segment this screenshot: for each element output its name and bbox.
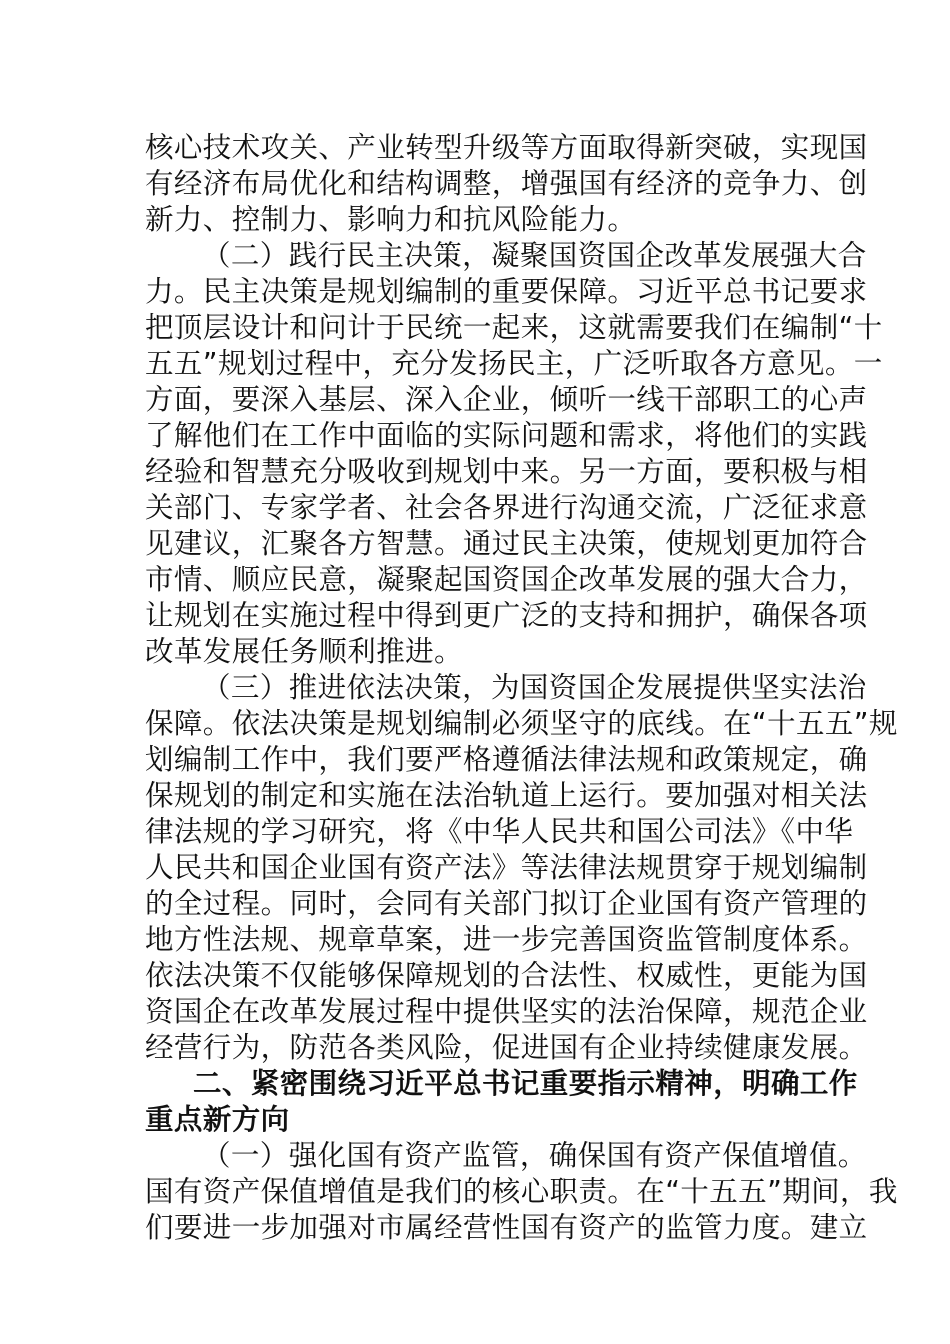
text-line: 地方性法规、规章草案，进一步完善国资监管制度体系。 (145, 923, 868, 956)
text-line: 的全过程。同时，会同有关部门拟订企业国有资产管理的 (145, 887, 868, 920)
text-line: 改革发展任务顺利推进。 (145, 635, 463, 668)
text-line: 资国企在改革发展过程中提供坚实的法治保障，规范企业 (145, 995, 868, 1028)
text-line: 划编制工作中，我们要严格遵循法律法规和政策规定，确 (145, 743, 868, 776)
text-line: 让规划在实施过程中得到更广泛的支持和拥护，确保各项 (145, 599, 868, 632)
text-line: 新力、控制力、影响力和抗风险能力。 (145, 203, 637, 236)
text-line: 经验和智慧充分吸收到规划中来。另一方面，要积极与相 (145, 455, 868, 488)
paragraph-heading: （二）践行民主决策，凝聚国资国企改革发展强大合 (202, 239, 867, 272)
text-line: 有经济布局优化和结构调整，增强国有经济的竞争力、创 (145, 167, 868, 200)
text-line: 保规划的制定和实施在法治轨道上运行。要加强对相关法 (145, 779, 868, 812)
text-line: 经营行为，防范各类风险，促进国有企业持续健康发展。 (145, 1031, 868, 1064)
text-line: 五五”规划过程中，充分发扬民主，广泛听取各方意见。一 (145, 347, 883, 380)
paragraph-heading: （一）强化国有资产监管，确保国有资产保值增值。 (202, 1139, 867, 1172)
text-line: 律法规的学习研究，将《中华人民共和国公司法》《中华 (145, 815, 854, 848)
text-line: 依法决策不仅能够保障规划的合法性、权威性，更能为国 (145, 959, 868, 992)
text-line: 把顶层设计和问计于民统一起来，这就需要我们在编制“十 (145, 311, 883, 344)
text-line: 们要进一步加强对市属经营性国有资产的监管力度。建立 (145, 1211, 868, 1244)
text-line: 方面，要深入基层、深入企业，倾听一线干部职工的心声 (145, 383, 868, 416)
text-line: 了解他们在工作中面临的实际问题和需求，将他们的实践 (145, 419, 868, 452)
text-line: 国有资产保值增值是我们的核心职责。在“十五五”期间，我 (145, 1175, 898, 1208)
paragraph-heading: （三）推进依法决策，为国资国企发展提供坚实法治 (202, 671, 867, 704)
text-line: 保障。依法决策是规划编制必须坚守的底线。在“十五五”规 (145, 707, 898, 740)
section-heading-continued: 重点新方向 (145, 1103, 290, 1136)
text-line: 人民共和国企业国有资产法》等法律法规贯穿于规划编制 (145, 851, 868, 884)
text-line: 力。民主决策是规划编制的重要保障。习近平总书记要求 (145, 275, 868, 308)
section-heading: 二、紧密围绕习近平总书记重要指示精神，明确工作 (193, 1067, 858, 1100)
text-line: 市情、顺应民意，凝聚起国资国企改革发展的强大合力， (145, 563, 868, 596)
text-line: 核心技术攻关、产业转型升级等方面取得新突破，实现国 (145, 131, 868, 164)
text-line: 关部门、专家学者、社会各界进行沟通交流，广泛征求意 (145, 491, 868, 524)
text-line: 见建议，汇聚各方智慧。通过民主决策，使规划更加符合 (145, 527, 868, 560)
